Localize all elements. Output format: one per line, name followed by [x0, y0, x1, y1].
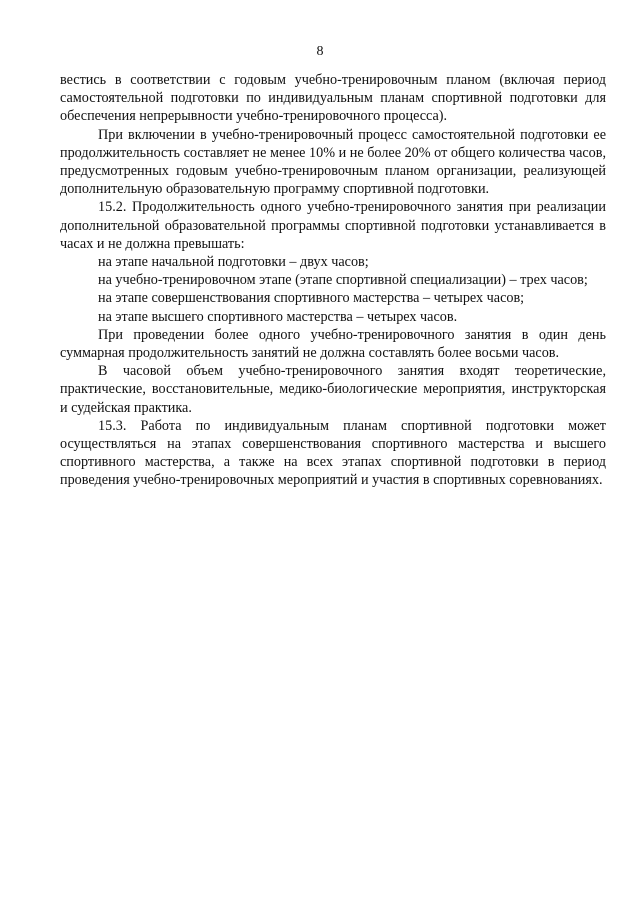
list-item-improvement-stage: на этапе совершенствования спортивного мастерства – четырех часов; [98, 290, 525, 307]
paragraph-self-training: При включении в учебно-тренировочный процесс самостоятельной подготовки ее продолжительность составляет не менее 10% и не более 20% от общего количества часов, предусмотренных годовым учебно-тренировочным планом организации, реализующей дополнительную образовательную программу спортивной подготовки. [60, 126, 606, 198]
paragraph-hour-volume: В часовой объем учебно-тренировочного занятия входят теоретические, практические, восстановительные, медико-биологические мероприятия, инструкторская и судейская практика. [60, 363, 606, 416]
paragraph-multiple-sessions: При проведении более одного учебно-тренировочного занятия в один день суммарная продолжительность занятий не должна составлять более восьми часов. [60, 326, 606, 362]
list-item-initial-stage: на этапе начальной подготовки – двух часов; [98, 254, 369, 271]
paragraph-continuation: вестись в соответствии с годовым учебно-тренировочным планом (включая период самостоятельной подготовки по индивидуальным планам спортивной подготовки для обеспечения непрерывности учебно-тренировочного процесса). [60, 72, 606, 125]
list-item-higher-mastery-stage: на этапе высшего спортивного мастерства – четырех часов. [98, 308, 458, 325]
paragraph-15-3: 15.3. Работа по индивидуальным планам спортивной подготовки может осуществляться на этапах совершенствования спортивного мастерства и высшего спортивного мастерства, а также на всех этапах спортивной подготовки в период проведения учебно-тренировочных мероприятий и участия в спортивных соревнованиях. [60, 417, 606, 489]
paragraph-15-2: 15.2. Продолжительность одного учебно-тренировочного занятия при реализации дополнительной образовательной программы спортивной подготовки устанавливается в часах и не должна превышать: [60, 199, 606, 252]
page-number: 8 [316, 44, 324, 59]
document-body [60, 71, 606, 490]
list-item-training-stage: на учебно-тренировочном этапе (этапе спортивной специализации) – трех часов; [98, 272, 588, 289]
